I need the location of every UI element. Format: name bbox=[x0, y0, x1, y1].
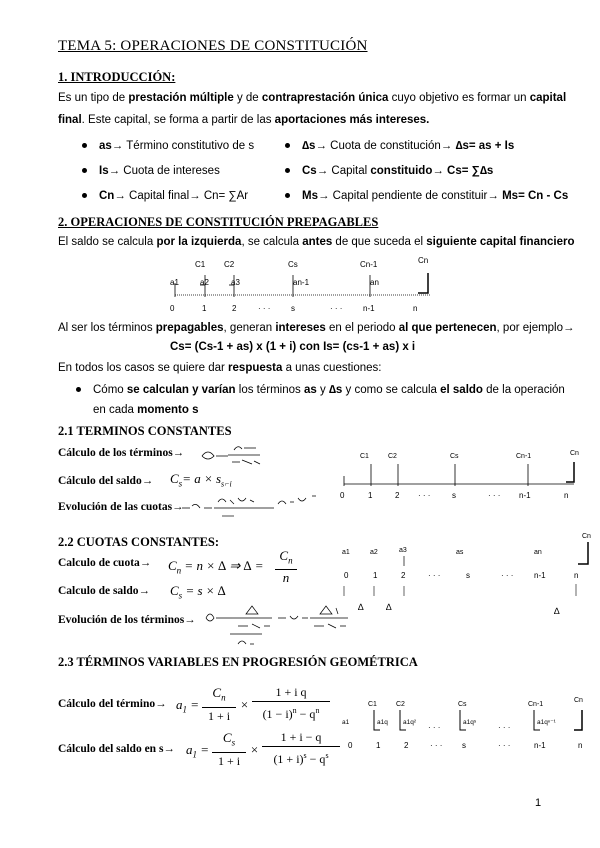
text: C bbox=[212, 685, 222, 700]
term-a1qn-1: a1qⁿ⁻¹ bbox=[537, 719, 556, 726]
text-bold: capital bbox=[529, 92, 567, 104]
fraction-num bbox=[212, 729, 246, 753]
sec21-saldo-formula bbox=[170, 471, 232, 489]
prepag-question bbox=[76, 384, 565, 396]
top-cn: Cn bbox=[574, 697, 583, 704]
handwritten-formula-cuotas bbox=[178, 494, 326, 528]
text-bold: contraprestación única bbox=[261, 92, 389, 104]
text-bold: intereses bbox=[275, 322, 326, 334]
text-bold: antes bbox=[302, 236, 333, 248]
bullet-is bbox=[82, 165, 220, 177]
text: a bbox=[186, 742, 193, 757]
bullet-dot bbox=[285, 168, 290, 173]
bullet-as bbox=[82, 140, 254, 152]
timeline-prepagable bbox=[160, 255, 450, 317]
bullet-dot bbox=[285, 193, 290, 198]
text: n bbox=[176, 565, 182, 576]
tick-label-0: 0 bbox=[340, 491, 345, 500]
tick-label-s: s bbox=[452, 491, 456, 500]
text: . Este capital, se forma a partir de las bbox=[81, 114, 275, 126]
bullet-dot bbox=[82, 168, 87, 173]
bracket-n bbox=[574, 710, 582, 730]
text: → Término constitutivo de s bbox=[111, 140, 255, 152]
sec23-saldo-lhs: $a_1$ = bbox=[186, 742, 210, 760]
tick-label-dots2: · · · bbox=[501, 571, 514, 580]
sec23-frac2 bbox=[252, 684, 330, 723]
sec22-cuota-formula bbox=[168, 558, 264, 576]
bullet-cn bbox=[82, 190, 248, 202]
term-a3: a3 bbox=[231, 278, 240, 287]
term-an: an bbox=[534, 549, 542, 556]
text: = s × ∆ bbox=[182, 583, 226, 598]
text-bold: siguiente capital financiero bbox=[426, 236, 575, 248]
bullet-cs bbox=[285, 165, 493, 177]
text: (1 − i) bbox=[262, 707, 293, 721]
text: n bbox=[315, 706, 320, 715]
text-bold: Cs bbox=[302, 165, 317, 177]
text: C bbox=[168, 558, 177, 573]
fraction-den bbox=[252, 702, 330, 723]
term-a1q2: a1q² bbox=[403, 719, 417, 726]
text: = a × s bbox=[182, 471, 222, 486]
times-sign: × bbox=[240, 697, 249, 712]
intro-heading: 1. INTRODUCCIÓN: bbox=[58, 70, 176, 84]
prepag-line1 bbox=[58, 236, 575, 248]
text-bold: al que pertenecen bbox=[398, 322, 497, 334]
sec23-a1-lhs: $a_1$ = bbox=[176, 697, 200, 715]
handwritten-formula-terms bbox=[198, 440, 264, 470]
text: y de bbox=[233, 92, 262, 104]
tick-label-0: 0 bbox=[170, 304, 175, 313]
text: n bbox=[288, 555, 293, 566]
text: a bbox=[176, 697, 183, 712]
delta-n: ∆ bbox=[554, 606, 560, 616]
top-cs: Cs bbox=[458, 701, 467, 708]
text: 1 bbox=[192, 749, 197, 760]
tick-label-dots1: · · · bbox=[430, 741, 443, 750]
dots-mid2: · · · bbox=[498, 723, 511, 732]
tick-label-s: s bbox=[466, 571, 470, 580]
top-c1: C1 bbox=[368, 701, 377, 708]
top-c2: C2 bbox=[224, 260, 235, 269]
text: los términos bbox=[235, 384, 304, 396]
text-bold: prepagables bbox=[155, 322, 224, 334]
text: cuyo objetivo es formar un bbox=[388, 92, 530, 104]
text-bold: final bbox=[58, 114, 82, 126]
sec23-saldo-label: Cálculo del saldo en s→ bbox=[58, 743, 175, 755]
text-bold: Is bbox=[99, 165, 109, 177]
text-bold: as bbox=[99, 140, 112, 152]
sec21-saldo-label: Cálculo del saldo→ bbox=[58, 475, 154, 487]
text: y como se calcula bbox=[342, 384, 441, 396]
prepag-question-line2 bbox=[93, 404, 198, 416]
sec22-fraction bbox=[275, 548, 297, 586]
bullet-dot bbox=[285, 143, 290, 148]
text-bold: ∆s bbox=[302, 140, 316, 152]
timeline-constant-terms bbox=[338, 446, 588, 502]
text: C bbox=[170, 583, 179, 598]
prepag-line3 bbox=[58, 362, 381, 374]
sec21-cuotas-label: Evolución de las cuotas→ bbox=[58, 501, 184, 513]
fraction-num bbox=[202, 684, 236, 708]
text: − q bbox=[296, 707, 316, 721]
times-sign: × bbox=[250, 742, 259, 757]
top-cn-1: Cn-1 bbox=[516, 453, 532, 460]
text: s bbox=[231, 737, 236, 748]
text: = n × ∆ ⇒ ∆ = bbox=[181, 558, 264, 573]
term-a1: a1 bbox=[342, 719, 350, 726]
tick-label-dots2: · · · bbox=[498, 741, 511, 750]
text: y bbox=[316, 384, 329, 396]
text: (1 + i) bbox=[273, 752, 304, 766]
dots-mid: · · · bbox=[428, 723, 441, 732]
top-c2: C2 bbox=[388, 453, 397, 460]
text-bold: momento s bbox=[137, 404, 199, 416]
tick-label-1: 1 bbox=[368, 491, 373, 500]
handwritten-formula-terminos bbox=[202, 604, 352, 652]
text: s bbox=[178, 478, 183, 489]
tick-label-n-1: n-1 bbox=[519, 491, 531, 500]
top-cn-1: Cn-1 bbox=[528, 701, 544, 708]
fraction-den: $(1 + i)^s - q^s$ bbox=[273, 751, 329, 766]
sec23-termino-label: Cálculo del término→ bbox=[58, 698, 167, 710]
tick-label-2: 2 bbox=[395, 491, 400, 500]
sec22-cuota-label: Calculo de cuota→ bbox=[58, 557, 152, 569]
text: → Cuota de intereses bbox=[108, 165, 220, 177]
text-bold: Ms= Cn - Cs bbox=[502, 190, 569, 202]
text: de la operación bbox=[482, 384, 565, 396]
intro-paragraph-line1 bbox=[58, 88, 566, 109]
text: En todos los casos se quiere dar bbox=[58, 362, 229, 374]
text-bold: respuesta bbox=[228, 362, 283, 374]
tick-label-dots1: · · · bbox=[418, 491, 431, 500]
top-cs: Cs bbox=[450, 453, 459, 460]
tick-label-0: 0 bbox=[348, 741, 353, 750]
prepag-line2 bbox=[58, 322, 575, 334]
bullet-dot bbox=[82, 143, 87, 148]
delta-2: ∆ bbox=[386, 602, 392, 612]
text: , se calcula bbox=[241, 236, 303, 248]
term-a2: a2 bbox=[370, 549, 378, 556]
text: , generan bbox=[223, 322, 276, 334]
text: → Capital pendiente de constituir→ bbox=[317, 190, 503, 202]
text-bold: se calculan y varían bbox=[126, 384, 236, 396]
top-cn: Cn bbox=[570, 450, 579, 457]
term-a1: a1 bbox=[170, 278, 179, 287]
tick-label-dots2: · · · bbox=[488, 491, 501, 500]
timeline-constant-cuotas bbox=[336, 526, 596, 622]
text: en cada bbox=[93, 404, 138, 416]
text: → Capital bbox=[316, 165, 371, 177]
text: en el periodo bbox=[325, 322, 399, 334]
top-cs: Cs bbox=[288, 260, 298, 269]
text-bold: Ms bbox=[302, 190, 318, 202]
delta-1: ∆ bbox=[358, 602, 364, 612]
tick-label-dots1: · · · bbox=[258, 304, 271, 313]
fraction-num: 1 + i q bbox=[252, 684, 330, 702]
text: Es un tipo de bbox=[58, 92, 129, 104]
term-a2: a2 bbox=[200, 278, 209, 287]
term-a1: a1 bbox=[342, 549, 350, 556]
tick-label-dots1: · · · bbox=[428, 571, 441, 580]
tick-label-1: 1 bbox=[376, 741, 381, 750]
term-an-1: an-1 bbox=[293, 278, 310, 287]
text: de que suceda el bbox=[332, 236, 427, 248]
page-number: 1 bbox=[535, 797, 542, 809]
sec22-saldo-label: Calculo de saldo→ bbox=[58, 585, 151, 597]
text: C bbox=[170, 471, 179, 486]
timeline-geometric bbox=[338, 696, 593, 758]
text: a unas cuestiones: bbox=[282, 362, 382, 374]
page-title: TEMA 5: OPERACIONES DE CONSTITUCIÓN bbox=[58, 38, 368, 54]
text-bold: ∆s bbox=[328, 384, 343, 396]
tick-label-1: 1 bbox=[202, 304, 207, 313]
top-c1: C1 bbox=[195, 260, 206, 269]
bullet-ms bbox=[285, 190, 568, 202]
tick-label-n: n bbox=[564, 491, 569, 500]
tick-label-n: n bbox=[578, 741, 583, 750]
text: s⌐i bbox=[221, 479, 232, 489]
tick-label-2: 2 bbox=[404, 741, 409, 750]
fraction-num: 1 + i − q bbox=[262, 729, 340, 747]
sec23-frac4 bbox=[262, 729, 340, 768]
top-cn: Cn bbox=[582, 533, 591, 540]
tick-label-n-1: n-1 bbox=[363, 304, 375, 313]
tick-label-dots2: · · · bbox=[330, 304, 343, 313]
text-bold: por la izquierda bbox=[156, 236, 242, 248]
sec23-heading: 2.3 TÉRMINOS VARIABLES EN PROGRESIÓN GEOMÉTRICA bbox=[58, 655, 418, 669]
sec23-frac3 bbox=[212, 729, 246, 770]
text: Cómo bbox=[93, 384, 127, 396]
text-bold: prestación múltiple bbox=[128, 92, 234, 104]
tick-label-n-1: n-1 bbox=[534, 571, 546, 580]
text: 1 bbox=[182, 704, 187, 715]
top-cn: Cn bbox=[418, 256, 429, 265]
tick-label-n: n bbox=[413, 304, 418, 313]
text-bold: Cn bbox=[99, 190, 115, 202]
tick-label-n-1: n-1 bbox=[534, 741, 546, 750]
text-bold: aportaciones más intereses. bbox=[274, 114, 430, 126]
text: El saldo se calcula bbox=[58, 236, 157, 248]
top-c2: C2 bbox=[396, 701, 405, 708]
text-bold: constituido→ Cs= ∑∆s bbox=[370, 165, 494, 177]
sec23-frac1 bbox=[202, 684, 236, 725]
cn-bracket bbox=[578, 542, 588, 564]
sec21-terms-label: Cálculo de los términos→ bbox=[58, 447, 185, 459]
text: C bbox=[222, 730, 232, 745]
tick-n bbox=[566, 462, 574, 482]
bullet-dot bbox=[82, 193, 87, 198]
tick-label-2: 2 bbox=[401, 571, 406, 580]
sec22-saldo-formula bbox=[170, 583, 226, 601]
text: Al ser los términos bbox=[58, 322, 156, 334]
fraction-num bbox=[275, 548, 297, 570]
tick-label-1: 1 bbox=[373, 571, 378, 580]
text: → Capital final→ Cn= ∑Ar bbox=[114, 190, 249, 202]
text: → Cuota de constitución→ bbox=[315, 140, 456, 152]
fraction-den: 1 + i bbox=[207, 708, 231, 723]
term-an: an bbox=[370, 278, 379, 287]
tick-label-s: s bbox=[462, 741, 466, 750]
text: C bbox=[279, 548, 289, 563]
term-a3: a3 bbox=[399, 547, 407, 554]
tick-label-s: s bbox=[291, 304, 295, 313]
fraction-den: 1 + i bbox=[217, 753, 241, 768]
intro-paragraph-line2 bbox=[58, 110, 429, 131]
tick-n bbox=[418, 273, 428, 293]
text: s bbox=[178, 590, 183, 601]
top-cn-1: Cn-1 bbox=[360, 260, 378, 269]
text: − q bbox=[306, 752, 326, 766]
bullet-delta-s bbox=[285, 140, 514, 152]
prepag-heading: 2. OPERACIONES DE CONSTITUCIÓN PREPAGABLES bbox=[58, 215, 379, 229]
tick-label-n: n bbox=[574, 571, 579, 580]
term-as: as bbox=[456, 549, 464, 556]
top-c1: C1 bbox=[360, 453, 369, 460]
text-bold: as bbox=[303, 384, 317, 396]
fraction-den: n bbox=[282, 569, 290, 585]
bullet-dot bbox=[76, 387, 81, 392]
sec21-heading: 2.1 TERMINOS CONSTANTES bbox=[58, 424, 232, 438]
term-a1q: a1q bbox=[377, 719, 388, 726]
sec22-heading: 2.2 CUOTAS CONSTANTES: bbox=[58, 535, 220, 549]
tick-label-0: 0 bbox=[344, 571, 349, 580]
tick-label-2: 2 bbox=[232, 304, 237, 313]
text: n bbox=[221, 692, 226, 703]
text-bold: el saldo bbox=[440, 384, 483, 396]
term-a1qs: a1qˢ bbox=[463, 719, 477, 726]
prepag-formula: Cs= (Cs-1 + as) x (1 + i) con Is= (cs-1 + as) x i bbox=[170, 341, 416, 353]
text: , por ejemplo→ bbox=[496, 322, 575, 334]
sec22-terminos-label: Evolución de los términos→ bbox=[58, 614, 196, 626]
text-bold: ∆s= as + Is bbox=[455, 140, 515, 152]
text: n bbox=[292, 706, 297, 715]
